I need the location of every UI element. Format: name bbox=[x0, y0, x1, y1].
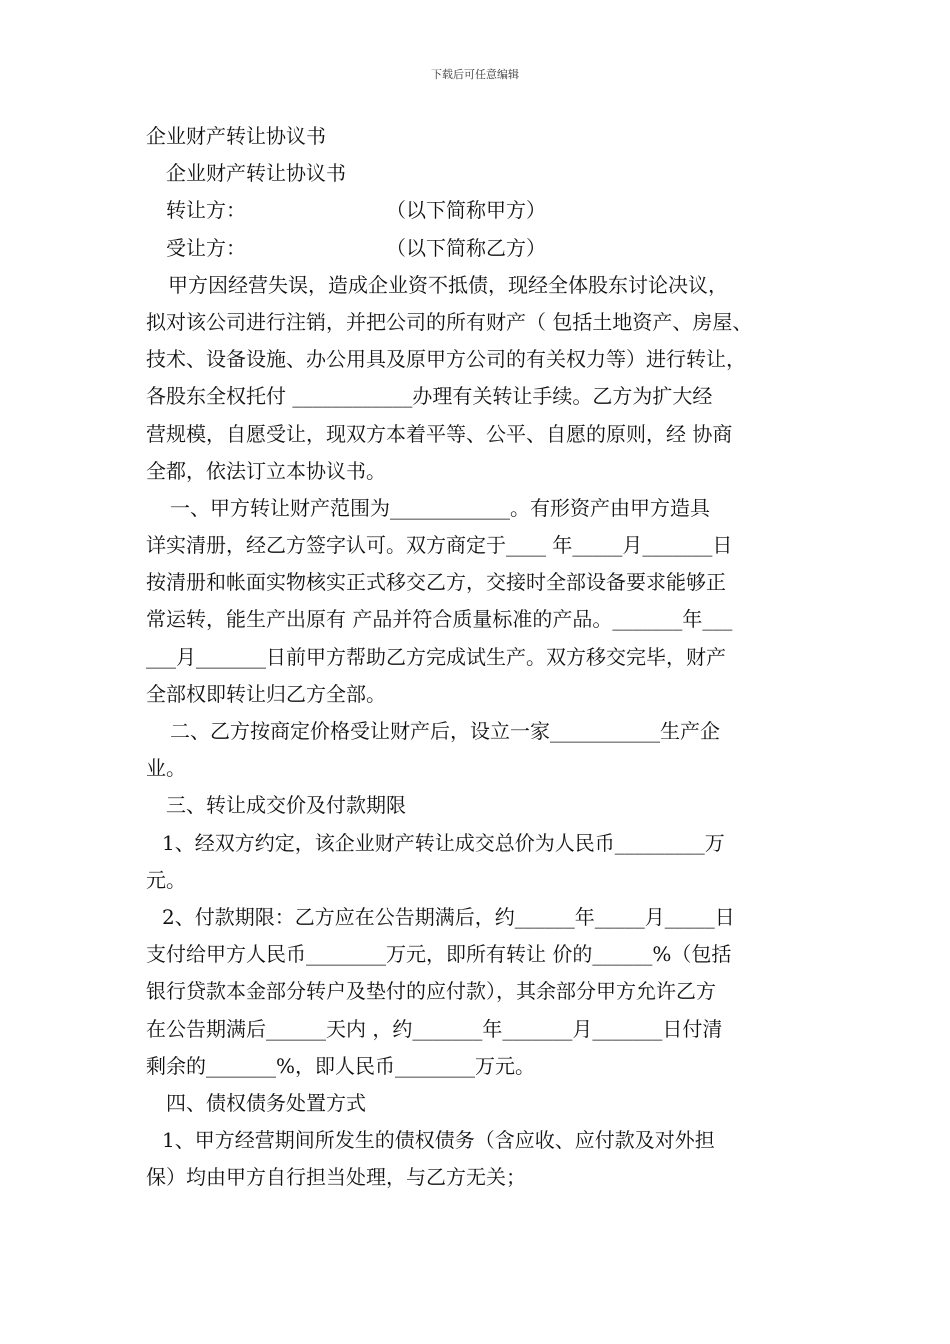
document-line: 三、转让成交价及付款期限 bbox=[166, 793, 406, 818]
document-line bbox=[146, 192, 812, 229]
document-line: 常运转，能生产出原有 产品并符合质量标准的产品。_______年___ bbox=[146, 607, 733, 632]
party-alias: （以下简称甲方） bbox=[386, 198, 546, 223]
document-title: 企业财产转让协议书 bbox=[146, 124, 326, 148]
party-alias: （以下简称乙方） bbox=[386, 235, 546, 260]
document-line: 1、甲方经营期间所发生的债权债务（含应收、应付款及对外担 bbox=[162, 1128, 715, 1153]
document-line: ___月_______日前甲方帮助乙方完成试生产。双方移交完毕，财产 bbox=[146, 644, 726, 669]
agreement-body bbox=[146, 118, 812, 1196]
document-line: 银行贷款本金部分转户及垫付的应付款），其余部分甲方允许乙方 bbox=[146, 979, 716, 1004]
document-line: 技术、设备设施、办公用具及原甲方公司的有关权力等）进行转让， bbox=[146, 347, 746, 372]
document-line: 2、付款期限：乙方应在公告期满后，约______年_____月_____日 bbox=[162, 904, 735, 929]
document-line: 二、乙方按商定价格受让财产后，设立一家___________生产企 bbox=[170, 719, 720, 743]
document-line: 详实清册，经乙方签字认可。双方商定于____ 年_____月_______日 bbox=[146, 533, 733, 558]
page-header-note: 下载后可任意编辑 bbox=[431, 68, 519, 81]
document-line: 元。 bbox=[146, 867, 186, 892]
document-line: 全部权即转让归乙方全部。 bbox=[146, 681, 386, 706]
document-line: 保）均由甲方自行担当处理，与乙方无关； bbox=[146, 1165, 526, 1190]
document-line bbox=[146, 230, 812, 267]
document-line: 1、经双方约定，该企业财产转让成交总价为人民币_________万 bbox=[162, 830, 725, 855]
document-lines bbox=[146, 155, 812, 1196]
document-line: 业。 bbox=[146, 756, 186, 781]
document-line: 支付给甲方人民币________万元，即所有转让 价的______%（包括 bbox=[146, 942, 732, 967]
document-line: 按清册和帐面实物核实正式移交乙方，交接时全部设备要求能够正 bbox=[146, 570, 726, 595]
document-line: 剩余的_______%，即人民币________万元。 bbox=[146, 1053, 536, 1078]
party-label: 受让方： bbox=[166, 235, 246, 260]
document-line: 营规模，自愿受让，现双方本着平等、公平、自愿的原则，经 协商 bbox=[146, 421, 733, 446]
document-line: 一、甲方转让财产范围为____________。有形资产由甲方造具 bbox=[170, 495, 710, 520]
document-line: 各股东全权托付 ____________办理有关转让手续。乙方为扩大经 bbox=[146, 384, 713, 409]
document-line: 四、债权债务处置方式 bbox=[166, 1090, 366, 1115]
party-label: 转让方： bbox=[166, 198, 246, 223]
document-line: 在公告期满后______天内 ，约_______年_______月_______日付清 bbox=[146, 1016, 723, 1041]
document-line: 企业财产转让协议书 bbox=[166, 161, 346, 186]
document-line: 拟对该公司进行注销，并把公司的所有财产（ 包括土地资产、房屋、 bbox=[146, 309, 753, 334]
document-line: 甲方因经营失误，造成企业资不抵债，现经全体股东讨论决议， bbox=[168, 272, 728, 297]
document-line: 全都，依法订立本协议书。 bbox=[146, 458, 386, 483]
